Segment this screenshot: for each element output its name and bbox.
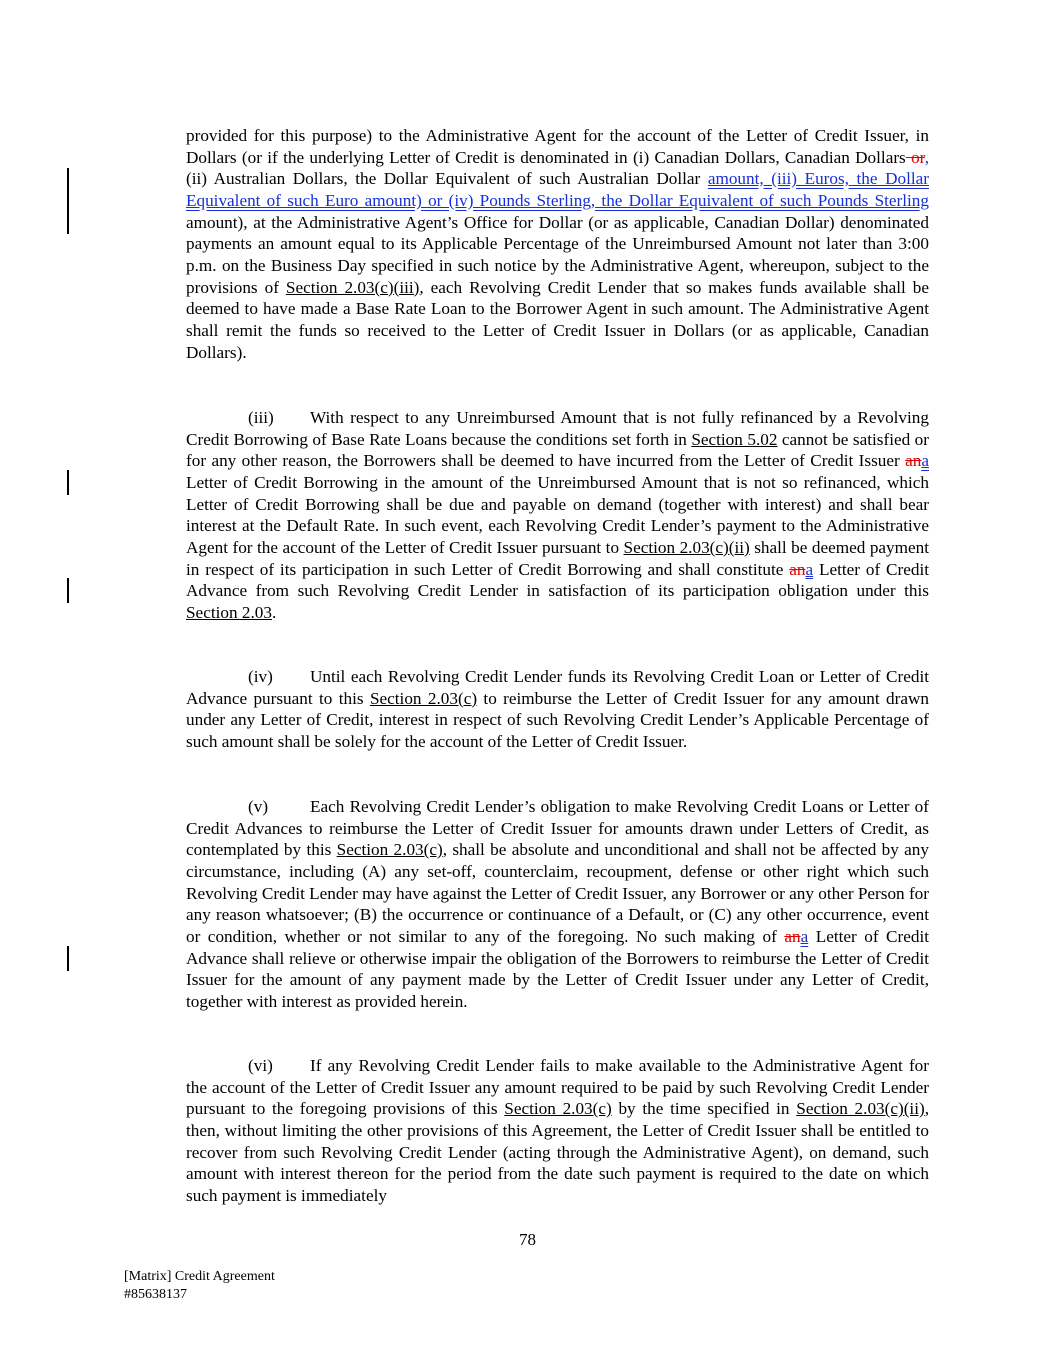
section-reference: Section 5.02 (691, 429, 778, 449)
paragraph-iv: (iv) Until each Revolving Credit Lender funds its Revolving Credit Loan or Letter of Credit Advance pursuant to this Section 2.03(c) to reimburse the Letter of Credit Issuer for any amount drawn under any Letter of Credit, interest in respect of such Revolving Credit Lender’s Applicable Percentage of such amount shall be solely for the account of the Letter of Credit Issuer. (186, 667, 929, 751)
section-reference: Section 2.03 (186, 602, 272, 622)
page-number: 78 (519, 1230, 536, 1249)
section-reference: Section 2.03(c)(iii) (285, 277, 420, 297)
section-reference: Section 2.03(c)(ii) (796, 1099, 925, 1119)
clause-number: (vi) (248, 1056, 273, 1075)
paragraph-continuation: provided for this purpose) to the Administrative Agent for the account of the Letter of Credit Issuer, in Dollars (or if the underlying Letter of Credit is denominated in (i) Canadian Dollars, Canadian Dollars or, (ii) Australian Dollars, the Dollar Equivalent of such Australian Dollar amount, (iii) Euros, the Dollar Equivalent of such Euro amount) or (iv) Pounds Sterling, the Dollar Equivalent of such Pounds Sterling amount), at the Administrative Agent’s Office for Dollar (or as applicable, Canadian Dollar) denominated payments an amount equal to its Applicable Percentage of the Unreimbursed Amount not later than 3:00 p.m. on the Business Day specified in such notice by the Administrative Agent, whereupon, subject to the provisions of Section 2.03(c)(iii), each Revolving Credit Lender that so makes funds available shall be deemed to have made a Base Rate Loan to the Borrower Agent in such amount. The Administrative Agent shall remit the funds so received to the Letter of Credit Issuer in Dollars (or as applicable, Canadian Dollars). (186, 126, 930, 362)
paragraph-v: (v) Each Revolving Credit Lender’s obligation to make Revolving Credit Loans or Letter of Credit Advances to reimburse the Letter of Credit Issuer for amounts drawn under Letters of Credit, as contemplated by this Section 2.03(c), shall be absolute and unconditional and shall not be affected by any circumstance, including (A) any set-off, counterclaim, recoupment, defense or other right which such Revolving Credit Lender may have against the Letter of Credit Issuer, any Borrower or any other Person for any reason whatsoever; (B) the occurrence or continuance of a Default, or (C) any other occurrence, event or condition, whether or not similar to any of the foregoing. No such making of ana Letter of Credit Advance shall relieve or otherwise impair the obligation of the Borrowers to reimburse the Letter of Credit Issuer for the amount of any payment made by the Letter of Credit Issuer under any Letter of Credit, together with interest as provided herein. (186, 797, 929, 1011)
inserted-text: amount, (iii) Euros, the Dollar Equivalent of such Euro amount) or (iv) Pounds Sterling, the Dollar Equivalent of such Pounds Sterling (186, 169, 929, 210)
inserted-text: a (921, 451, 929, 471)
section-reference: Section 2.03(c) (336, 840, 443, 860)
inserted-text: a (800, 926, 809, 946)
change-bar (67, 168, 69, 234)
section-reference: Section 2.03(c) (369, 688, 478, 708)
change-bar (67, 578, 69, 603)
footer (124, 1268, 275, 1304)
section-reference: Section 2.03(c)(ii) (623, 537, 750, 557)
deleted-text: or (905, 147, 925, 167)
clause-number: (v) (248, 797, 269, 816)
inserted-text: a (805, 559, 814, 579)
change-bar (67, 946, 69, 971)
footer-document-id: #85638137 (124, 1287, 187, 1302)
clause-number: (iv) (248, 667, 273, 686)
deleted-text: an (784, 926, 801, 946)
clause-number: (iii) (248, 408, 274, 427)
section-reference: Section 2.03(c) (504, 1099, 612, 1119)
change-bar (67, 470, 69, 495)
paragraph-vi: (vi) If any Revolving Credit Lender fails to make available to the Administrative Agent for the account of the Letter of Credit Issuer any amount required to be paid by such Revolving Credit Lender pursuant to the foregoing provisions of this Section 2.03(c) by the time specified in Section 2.03(c)(ii), then, without limiting the other provisions of this Agreement, the Letter of Credit Issuer shall be entitled to recover from such Revolving Credit Lender (acting through the Administrative Agent), on demand, such amount with interest thereon for the period from the date such payment is required to the date on which such payment is immediately (186, 1056, 929, 1205)
deleted-text: an (905, 451, 922, 471)
deleted-text: an (789, 559, 806, 579)
inserted-text: , (924, 147, 929, 167)
paragraph-iii: (iii) With respect to any Unreimbursed Amount that is not fully refinanced by a Revolving Credit Borrowing of Base Rate Loans because the conditions set forth in Section 5.02 cannot be satisfied or for any other reason, the Borrowers shall be deemed to have incurred from the Letter of Credit Issuer ana Letter of Credit Borrowing in the amount of the Unreimbursed Amount that is not so refinanced, which Letter of Credit Borrowing shall be due and payable on demand (together with interest) and shall bear interest at the Default Rate. In such event, each Revolving Credit Lender’s payment to the Administrative Agent for the account of the Letter of Credit Issuer pursuant to Section 2.03(c)(ii) shall be deemed payment in respect of its participation in such Letter of Credit Borrowing and shall constitute ana Letter of Credit Advance from such Revolving Credit Lender in satisfaction of its participation obligation under this Section 2.03. (186, 408, 930, 622)
footer-document-title: [Matrix] Credit Agreement (124, 1269, 275, 1284)
